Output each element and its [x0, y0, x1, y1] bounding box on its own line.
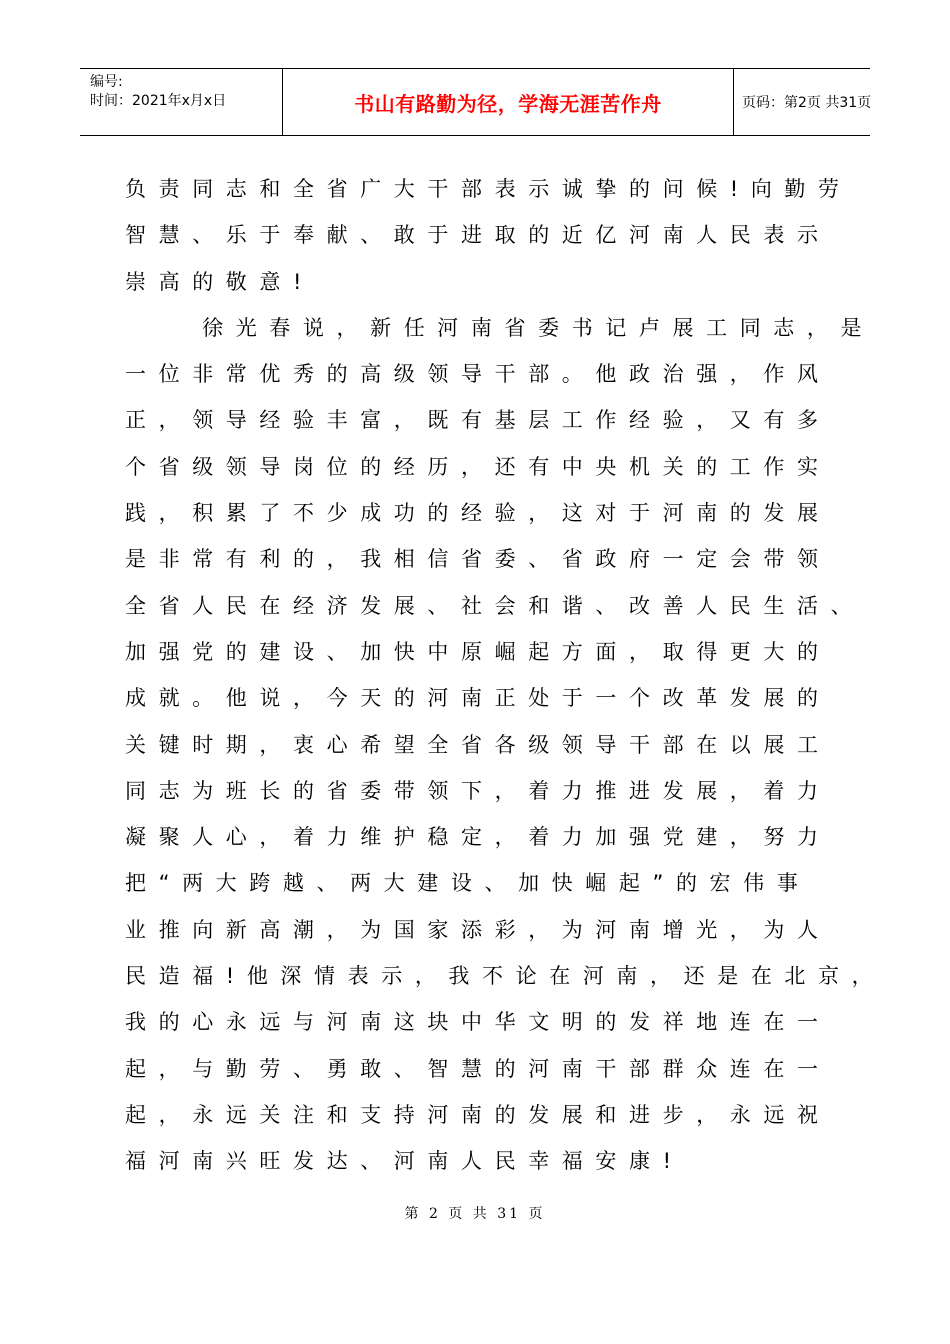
body-line: 一位非常优秀的高级领导干部。他政治强，作风 — [125, 362, 831, 387]
body-line: 我的心永远与河南这块中华文明的发祥地连在一 — [125, 1010, 831, 1035]
body-line: 福河南兴旺发达、河南人民幸福安康! — [125, 1149, 684, 1174]
header-page-info-cell — [734, 69, 870, 135]
body-line: 是非常有利的，我相信省委、省政府一定会带领 — [125, 547, 831, 572]
body-line: 关键时期，衷心希望全省各级领导干部在以展工 — [125, 732, 831, 757]
body-line: 个省级领导岗位的经历，还有中央机关的工作实 — [125, 454, 831, 479]
page-footer — [0, 1203, 950, 1223]
body-line: 全省人民在经济发展、社会和谐、改善人民生活、 — [125, 593, 865, 618]
body-line: 业推向新高潮，为国家添彩，为河南增光，为人 — [125, 917, 831, 942]
body-line: 起，与勤劳、勇敢、智慧的河南干部群众连在一 — [125, 1056, 831, 1081]
body-line: 成就。他说，今天的河南正处于一个改革发展的 — [125, 686, 831, 711]
body-line: 负责同志和全省广大干部表示诚挚的问候!向勤劳 — [125, 177, 852, 201]
page-header — [80, 68, 870, 136]
document-date-label: 时间：2021年x月x日 — [90, 93, 227, 109]
document-number-label: 编号: — [90, 74, 123, 90]
body-line: 智慧、乐于奉献、敢于进取的近亿河南人民表示 — [125, 223, 831, 248]
body-line: 把“两大跨越、两大建设、加快崛起”的宏伟事 — [125, 871, 811, 896]
header-meta — [80, 69, 282, 135]
header-motto-cell — [282, 69, 734, 135]
document-body — [125, 166, 886, 1185]
body-line: 凝聚人心，着力维护稳定，着力加强党建，努力 — [125, 825, 831, 850]
header-motto: 书山有路勤为径，学海无涯苦作舟 — [354, 91, 662, 116]
body-line: 民造福!他深情表示，我不论在河南，还是在北京， — [125, 964, 886, 989]
body-line: 正，领导经验丰富，既有基层工作经验，又有多 — [125, 408, 831, 433]
body-line: 崇高的敬意! — [125, 269, 315, 294]
footer-page-number: 第 2 页 共 31 页 — [404, 1206, 546, 1222]
header-page-info: 页码：第2页 共31页 — [742, 95, 872, 111]
body-line: 徐光春说，新任河南省委书记卢展工同志，是 — [125, 315, 875, 340]
body-line: 加强党的建设、加快中原崛起方面，取得更大的 — [125, 639, 831, 664]
body-line: 践，积累了不少成功的经验，这对于河南的发展 — [125, 501, 831, 526]
body-line: 同志为班长的省委带领下，着力推进发展，着力 — [125, 778, 831, 803]
body-line: 起，永远关注和支持河南的发展和进步，永远祝 — [125, 1102, 831, 1127]
